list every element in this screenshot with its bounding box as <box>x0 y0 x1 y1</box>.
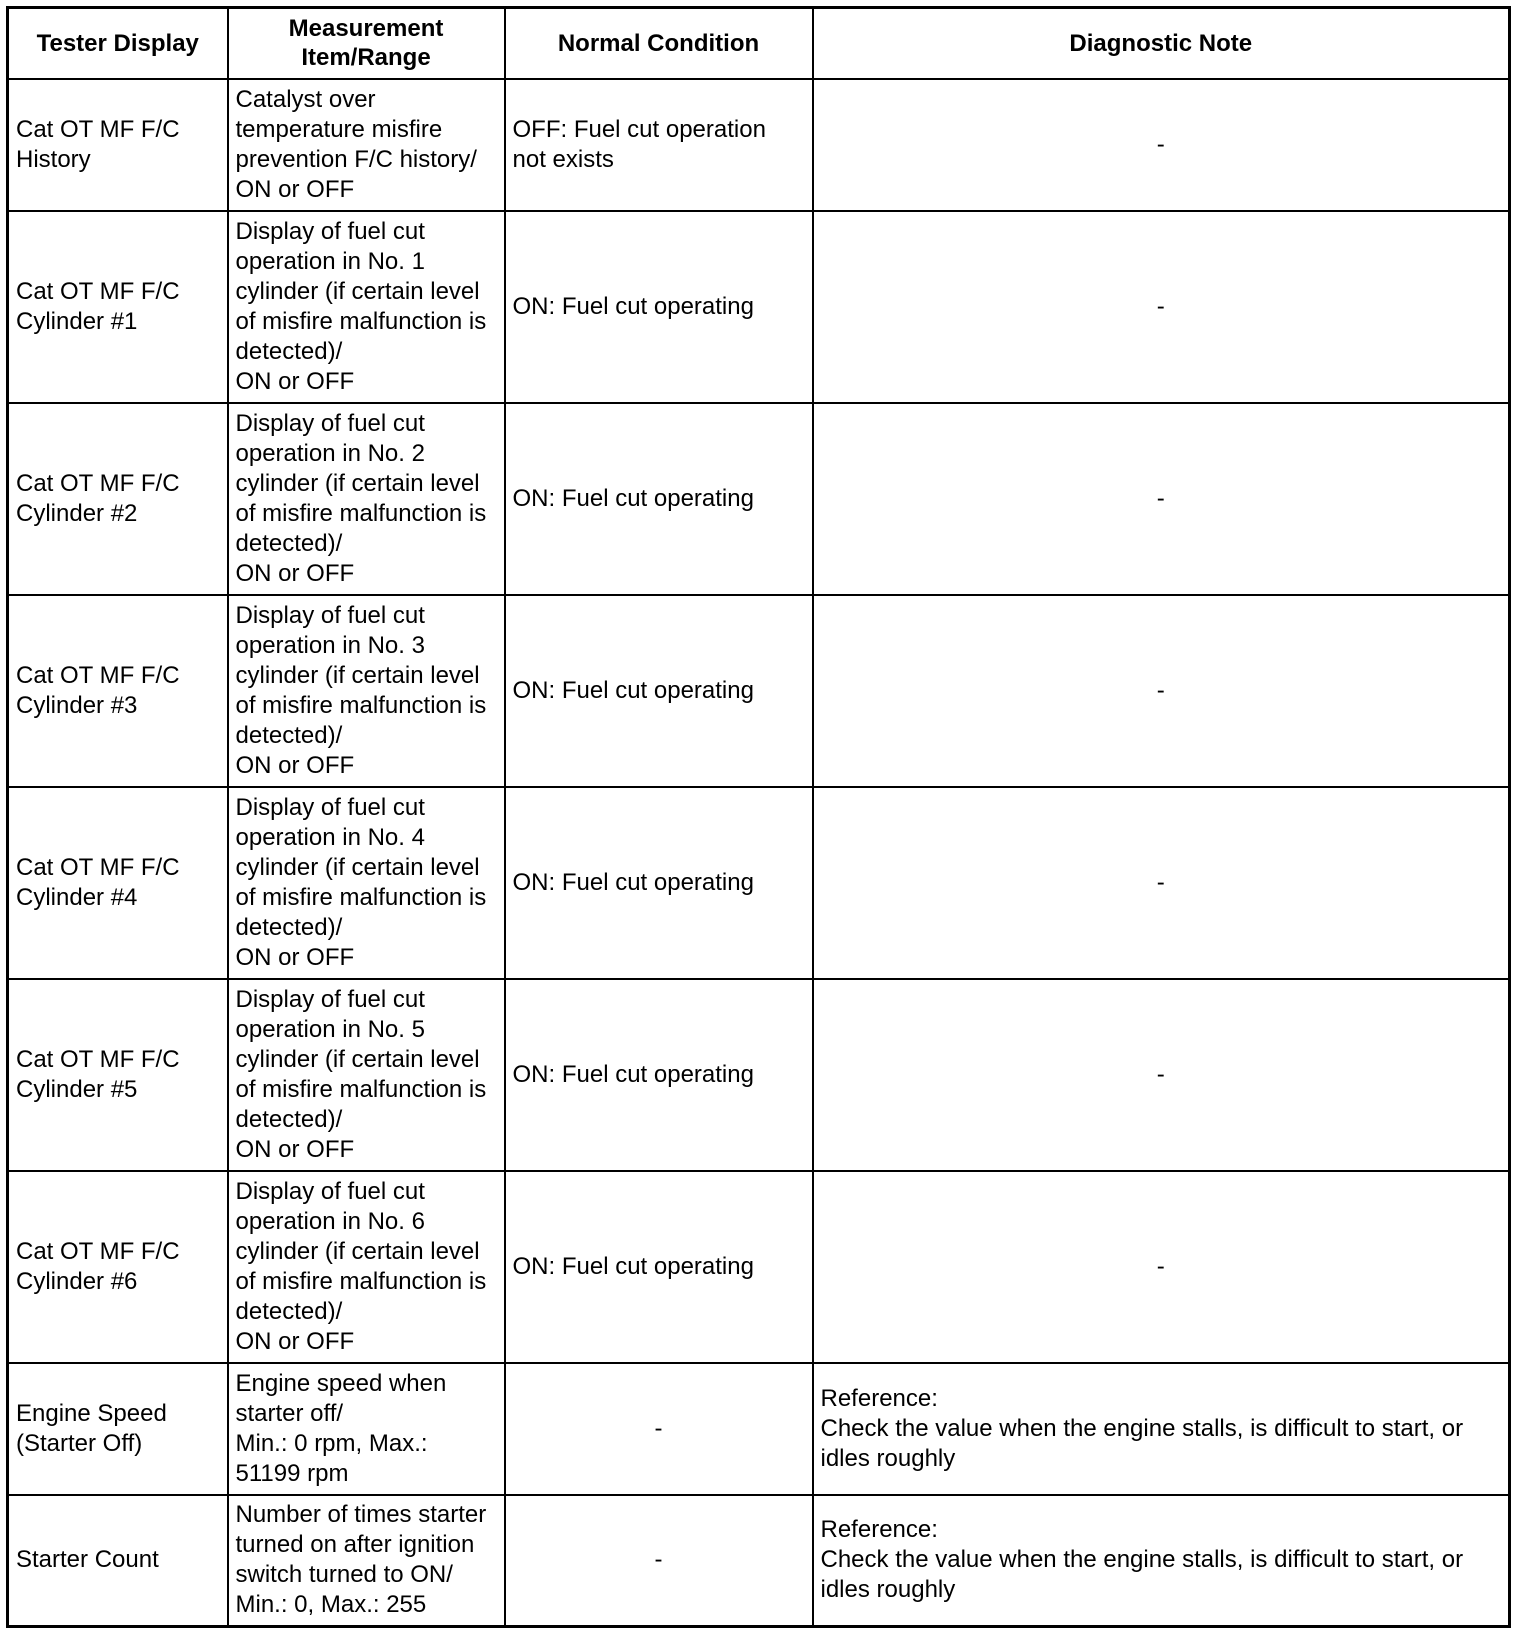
table-row <box>8 403 1510 595</box>
table-row <box>8 79 1510 211</box>
header-normal-condition: Normal Condition <box>505 8 813 79</box>
table-row <box>8 595 1510 787</box>
normal-condition-cell: ON: Fuel cut operating <box>505 787 813 979</box>
data-list-table <box>6 6 1511 1628</box>
normal-condition-cell: ON: Fuel cut operating <box>505 979 813 1171</box>
diagnostic-note-cell: - <box>813 787 1510 979</box>
tester-display-cell: Cat OT MF F/C Cylinder #1 <box>8 211 228 403</box>
header-diagnostic-note: Diagnostic Note <box>813 8 1510 79</box>
diagnostic-note-cell: - <box>813 1171 1510 1363</box>
tester-display-cell: Cat OT MF F/C History <box>8 79 228 211</box>
normal-condition-cell: ON: Fuel cut operating <box>505 595 813 787</box>
normal-condition-cell: ON: Fuel cut operating <box>505 403 813 595</box>
normal-condition-cell: ON: Fuel cut operating <box>505 1171 813 1363</box>
measurement-cell: Engine speed when starter off/ Min.: 0 rpm, Max.: 51199 rpm <box>228 1363 505 1495</box>
tester-display-cell: Cat OT MF F/C Cylinder #3 <box>8 595 228 787</box>
measurement-cell: Display of fuel cut operation in No. 2 cylinder (if certain level of misfire malfunction is detected)/ ON or OFF <box>228 403 505 595</box>
tester-display-cell: Cat OT MF F/C Cylinder #4 <box>8 787 228 979</box>
table-row <box>8 979 1510 1171</box>
measurement-cell: Display of fuel cut operation in No. 6 cylinder (if certain level of misfire malfunction is detected)/ ON or OFF <box>228 1171 505 1363</box>
normal-condition-cell: - <box>505 1495 813 1627</box>
measurement-cell: Display of fuel cut operation in No. 4 cylinder (if certain level of misfire malfunction is detected)/ ON or OFF <box>228 787 505 979</box>
header-tester-display: Tester Display <box>8 8 228 79</box>
tester-display-cell: Cat OT MF F/C Cylinder #5 <box>8 979 228 1171</box>
diagnostic-note-cell: Reference: Check the value when the engine stalls, is difficult to start, or idles roughly <box>813 1363 1510 1495</box>
normal-condition-cell: - <box>505 1363 813 1495</box>
header-measurement: Measurement Item/Range <box>228 8 505 79</box>
diagnostic-note-cell: - <box>813 79 1510 211</box>
table-header-row <box>8 8 1510 79</box>
tester-display-cell: Cat OT MF F/C Cylinder #6 <box>8 1171 228 1363</box>
measurement-cell: Catalyst over temperature misfire prevention F/C history/ ON or OFF <box>228 79 505 211</box>
table-row <box>8 787 1510 979</box>
table-row <box>8 1363 1510 1495</box>
diagnostic-note-cell: - <box>813 979 1510 1171</box>
diagnostic-note-cell: - <box>813 211 1510 403</box>
table-row <box>8 1495 1510 1627</box>
normal-condition-cell: ON: Fuel cut operating <box>505 211 813 403</box>
measurement-cell: Display of fuel cut operation in No. 1 cylinder (if certain level of misfire malfunction is detected)/ ON or OFF <box>228 211 505 403</box>
diagnostic-note-cell: - <box>813 403 1510 595</box>
tester-display-cell: Cat OT MF F/C Cylinder #2 <box>8 403 228 595</box>
table-row <box>8 211 1510 403</box>
measurement-cell: Number of times starter turned on after ignition switch turned to ON/ Min.: 0, Max.: 255 <box>228 1495 505 1627</box>
tester-display-cell: Engine Speed (Starter Off) <box>8 1363 228 1495</box>
diagnostic-note-cell: Reference: Check the value when the engine stalls, is difficult to start, or idles roughly <box>813 1495 1510 1627</box>
diagnostic-note-cell: - <box>813 595 1510 787</box>
measurement-cell: Display of fuel cut operation in No. 3 cylinder (if certain level of misfire malfunction is detected)/ ON or OFF <box>228 595 505 787</box>
table-row <box>8 1171 1510 1363</box>
normal-condition-cell: OFF: Fuel cut operation not exists <box>505 79 813 211</box>
tester-display-cell: Starter Count <box>8 1495 228 1627</box>
measurement-cell: Display of fuel cut operation in No. 5 cylinder (if certain level of misfire malfunction is detected)/ ON or OFF <box>228 979 505 1171</box>
